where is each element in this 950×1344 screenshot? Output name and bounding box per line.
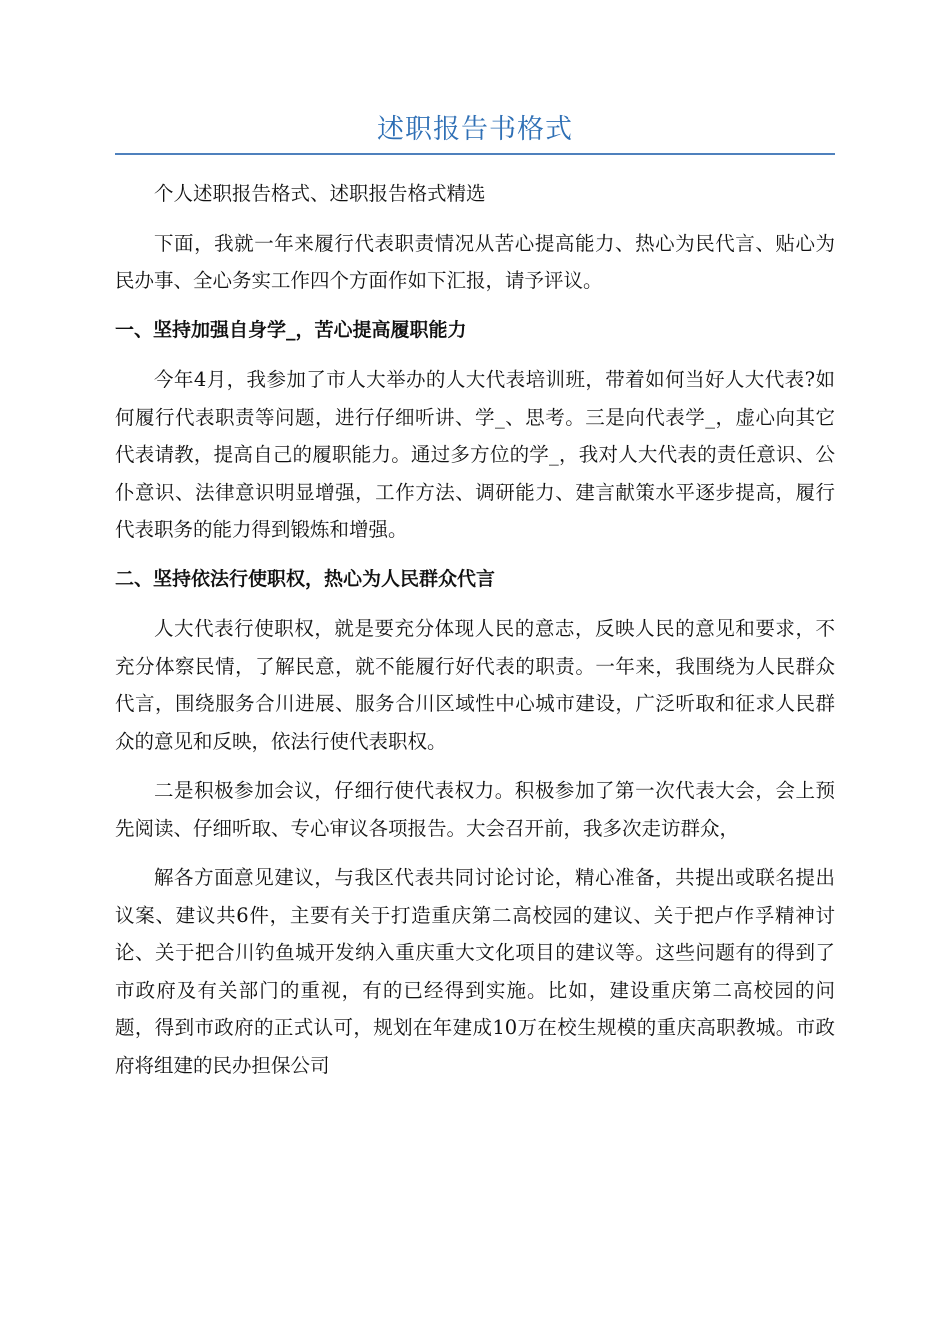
section-heading-2: 二、坚持依法行使职权，热心为人民群众代言 (115, 567, 496, 590)
intro-paragraph: 下面，我就一年来履行代表职责情况从苦心提高能力、热心为民代言、贴心为民办事、全心务实工作四个方面作如下汇报，请予评议。 (115, 231, 835, 292)
section-heading-1: 一、坚持加强自身学_，苦心提高履职能力 (115, 318, 467, 341)
section-2-paragraph-2: 二是积极参加会议，仔细行使代表权力。积极参加了第一次代表大会，会上预先阅读、仔细听取、专心审议各项报告。大会召开前，我多次走访群众， (115, 779, 835, 840)
document-title: 述职报告书格式 (377, 114, 573, 145)
section-1-paragraph: 今年4月，我参加了市人大举办的人大代表培训班，带着如何当好人大代表?如何履行代表职责等问题，进行仔细听讲、学_、思考。三是向代表学_，虚心向其它代表请教，提高自己的履职能力。通过多方位的学_，我对人大代表的责任意识、公仆意识、法律意识明显增强，工作方法、调研能力、建言献策水平逐步提高，履行代表职务的能力得到锻炼和增强。 (115, 368, 835, 541)
section-2-paragraph-1: 人大代表行使职权，就是要充分体现人民的意志，反映人民的意见和要求，不充分体察民情，了解民意，就不能履行好代表的职责。一年来，我围绕为人民群众代言，围绕服务合川进展、服务合川区域性中心城市建设，广泛听取和征求人民群众的意见和反映，依法行使代表职权。 (115, 617, 835, 753)
section-2-paragraph-3: 解各方面意见建议，与我区代表共同讨论讨论，精心准备，共提出或联名提出议案、建议共6件，主要有关于打造重庆第二高校园的建议、关于把卢作孚精神讨论、关于把合川钓鱼城开发纳入重庆重大文化项目的建议等。这些问题有的得到了市政府及有关部门的重视，有的已经得到实施。比如，建设重庆第二高校园的问题，得到市政府的正式认可，规划在年建成10万在校生规模的重庆高职教城。市政府将组建的民办担保公司 (115, 866, 835, 1077)
title-underline (115, 153, 835, 155)
subtitle-paragraph: 个人述职报告格式、述职报告格式精选 (154, 182, 486, 205)
document-body (115, 175, 835, 1084)
